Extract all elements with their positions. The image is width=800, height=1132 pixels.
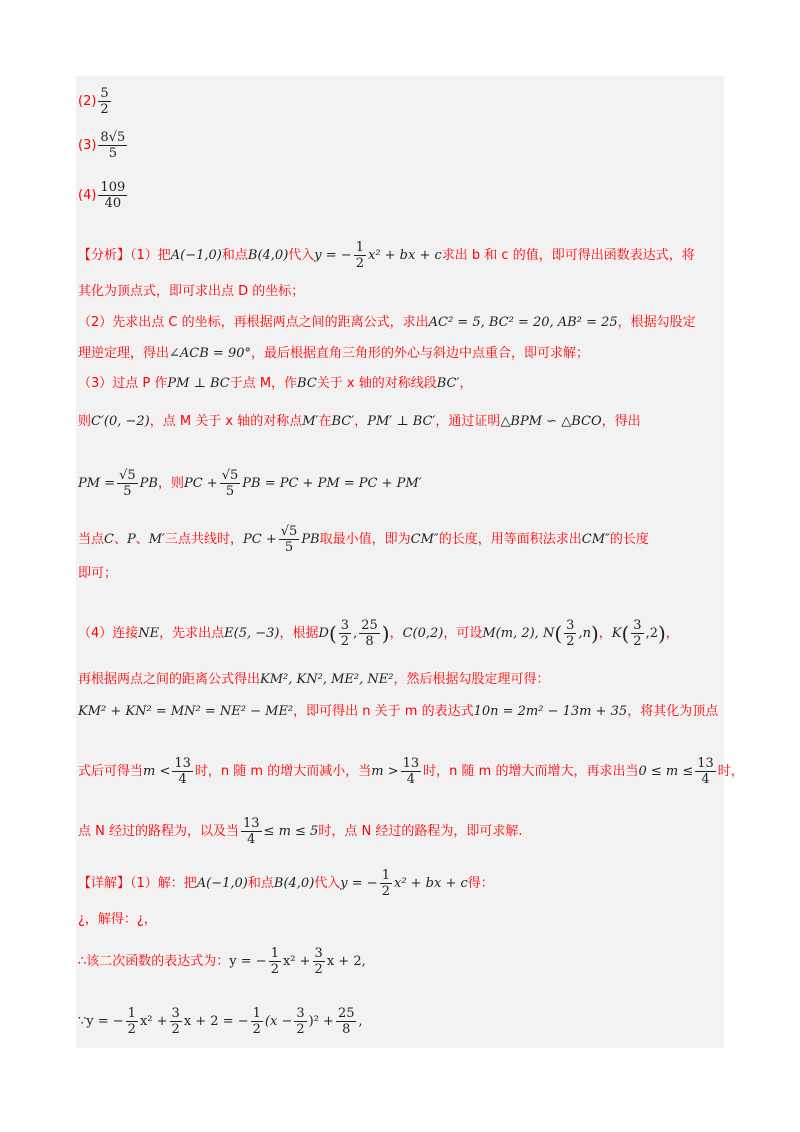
analysis-line-1: 【分析】（1）把A(−1,0)和点B(4,0)代入y = − $\frac{1}{2}$ x² + bx + c求出 b 和 c 的值，即可得出函数表达式，将 — [78, 240, 695, 271]
detail-line-2: ¿，解得：¿， — [78, 912, 157, 927]
answer-2: (2) $\frac{5}{2}$ — [78, 86, 109, 117]
analysis-line-4: 理逆定理，得出∠ACB = 90°，最后根据直角三角形的外心与斜边中点重合，即可求解； — [78, 346, 590, 361]
analysis-line-12: KM² + KN² = MN² = NE² − ME²，即可得出 n 关于 m 的表达式10n = 2m² − 13m + 35，将其化为顶点 — [78, 704, 719, 719]
analysis-line-7: PM = $\frac{√5}{5}$ PB，则PC + $\frac{√5}{5}$ PB = PC + PM = PC + PM′ — [78, 468, 422, 499]
answer-4: (4) $\frac{109}{40}$ — [78, 180, 126, 211]
analysis-line-11: 再根据两点之间的距离公式得出KM², KN², ME², NE²，然后根据勾股定理可得： — [78, 672, 550, 687]
analysis-line-13: 式后可得当m < $\frac{13}{4}$ 时，n 随 m 的增大而减小，当m > $\frac{13}{4}$ 时，n 随 m 的增大而增大，再求出当0 ≤ m ≤ $\frac{13}{4}$ 时， — [78, 756, 744, 787]
analysis-line-8: 当点C、P、M′三点共线时，PC + $\frac{√5}{5}$ PB取最小值，即为CM″的长度，用等面积法求出CM″的长度 — [78, 524, 649, 555]
detail-line-1: 【详解】（1）解：把A(−1,0)和点B(4,0)代入y = − $\frac{1}{2}$ x² + bx + c得： — [78, 868, 494, 899]
analysis-line-6: 则C′(0, −2)，点 M 关于 x 轴的对称点M′在BC′，PM′ ⊥ BC′，通过证明△BPM ∽ △BCO，得出 — [78, 414, 641, 429]
analysis-line-10: （4）连接NE，先求出点E(5, −3)，根据D( $\frac{3}{2}$ , $\frac{25}{8}$ )，C(0,2)，可设M(m, 2), N( $\frac{3}{2}$ ,n)，K( $\frac{3}{2}$ ,2)， — [78, 618, 679, 649]
detail-line-3: ∴该二次函数的表达式为：y = − $\frac{1}{2}$ x² + $\frac{3}{2}$ x + 2, — [78, 946, 366, 977]
analysis-line-3: （2）先求出点 C 的坐标，再根据两点之间的距离公式，求出AC² = 5, BC² = 20, AB² = 25，根据勾股定 — [78, 315, 696, 330]
detail-line-4: ∵y = − $\frac{1}{2}$ x² + $\frac{3}{2}$ x + 2 = − $\frac{1}{2}$ (x − $\frac{3}{2}$ )² + $\frac{25}{8}$ , — [78, 1006, 363, 1037]
analysis-line-9: 即可； — [78, 566, 118, 581]
analysis-line-5: （3）过点 P 作PM ⊥ BC于点 M，作BC关于 x 轴的对称线段BC′， — [78, 376, 473, 391]
analysis-line-2: 其化为顶点式，即可求出点 D 的坐标； — [78, 284, 305, 299]
content-panel — [76, 76, 724, 1048]
answer-3: (3) $\frac{8√5}{5}$ — [78, 130, 126, 161]
analysis-line-14: 点 N 经过的路程为，以及当 $\frac{13}{4}$ ≤ m ≤ 5时，点 N 经过的路程为，即可求解. — [78, 816, 523, 847]
